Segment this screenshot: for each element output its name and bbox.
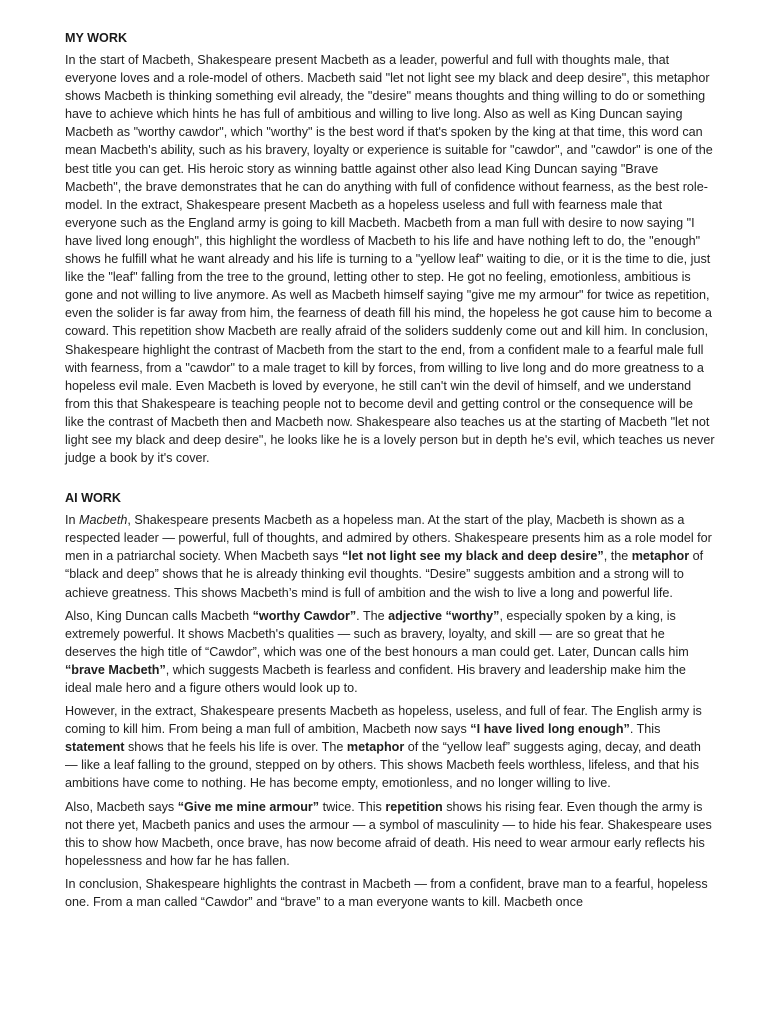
text-run: However, in the extract, Shakespeare presents Macbeth as hopeless, useless, and full of fear. The English army is coming to kill him. From being a man full of ambition, Macbeth now says — [65, 704, 702, 737]
ai-work-paragraph-1 — [65, 511, 715, 601]
bold-quote: “brave Macbeth” — [65, 662, 166, 677]
text-run: of “black and deep” shows that he is already thinking evil thoughts. “Desire” suggests ambition and a strong will to achieve greatness. This shows Macbeth’s mind is full of ambition and the wish to live a long and powerful life. — [65, 549, 704, 600]
text-run: , which suggests Macbeth is fearless and confident. His bravery and leadership make him the ideal male hero and a figure others would look up to. — [65, 662, 686, 695]
bold-term: statement — [65, 740, 125, 755]
ai-work-paragraph-3 — [65, 702, 715, 792]
text-run: of the “yellow leaf” suggests aging, decay, and death — like a leaf falling to the ground, stepped on by others. This shows Macbeth feels worthless, lifeless, and that his ambitions have come to nothing. He has become empty, emotionless, and no longer willing to live. — [65, 740, 701, 791]
text-run: Also, Macbeth says — [65, 799, 178, 814]
bold-quote: “I have lived long enough” — [470, 722, 630, 737]
text-run: , especially spoken by a king, is extremely powerful. It shows Macbeth's qualities — such as bravery, loyalty, and skill — are so great that he deserves the high title of “Cawdor”, which was one of the best honours a man could get. Later, Duncan calls him — [65, 608, 689, 659]
italic-title: Macbeth — [79, 513, 128, 528]
ai-work-heading: AI WORK — [65, 491, 121, 506]
bold-term: adjective “worthy” — [388, 608, 500, 623]
bold-term: metaphor — [631, 549, 690, 564]
my-work-paragraph: In the start of Macbeth, Shakespeare present Macbeth as a leader, powerful and full with thoughts male, that everyone loves and a role-model of others. Macbeth said "let not light see my black and deep desire", this metaphor shows Macbeth is thinking something evil already, the "desire" means thoughts and thing willing to do or something have to achieve which hints he has full of ambitious and willing to live long. Also as well as King Duncan saying Macbeth as "worthy cawdor", which "worthy" is the best word if that's spoken by the king at that time, this word can mean Macbeth's ability, such as his bravery, loyalty or experience is suitable for "cawdor", and "cawdor" is one of the best title you can get. His heroic story as winning battle against other also lead King Duncan saying "Brave Macbeth", the brave demonstrates that he can do anything with full of confidence without fearness, as the best role-model. In the extract, Shakespeare present Macbeth as a hopeless useless and full with fearness male that everyone such as the England army is going to kill Macbeth. Macbeth from a man full with desire to now saying "I have lived long enough", this highlight the wordless of Macbeth to his life and have nothing left to do, the "enough" shows he fulfill what he want already and his life is turning to a "yellow leaf" waiting to die, or it is the time to die, just like the "leaf" falling from the tree to the ground, letting other to step. He got no feeling, emotionless, ambitious is gone and not willing to live anymore. As well as Macbeth himself saying "give me my armour" for twice as repetition, even the solider is far away from him, the fearness of death fill his mind, the hopeless he got cause him to become a coward. This repetition show Macbeth are really afraid of the soliders suddenly come out and kill him. In conclusion, Shakespeare highlight the contrast of Macbeth from the start to the end, from a confident male to a fearful male full with fearness, from a "cawdor" to a male traget to kill by forces, from willing to live long and do more greatness to a hopeless evil male. Even Macbeth is loved by everyone, he still can't win the devil of himself, and we understand from this that Shakespeare is teaching people not to become devil and getting control or the consequence will be like the contrast of Macbeth then and Macbeth now. Shakespeare also teaches us at the starting of Macbeth "let not light see my black and deep desire", he looks like he is a lovely person but in depth he's evil, which teaches us never judge a book by it's cover. — [65, 53, 715, 466]
text-run: shows his rising fear. Even though the army is not there yet, Macbeth panics and uses the armour — a symbol of masculinity — to hide his fear. Shakespeare uses this to show how Macbeth, once brave, has now become afraid of death. His need to wear armour early reflects his hopelessness and how far he has fallen. — [65, 799, 712, 868]
text-run: shows that he feels his life is over. The — [124, 740, 347, 755]
text-run: . The — [356, 608, 389, 623]
text-run: twice. This — [319, 799, 386, 814]
text-run: , Shakespeare presents Macbeth as a hopeless man. At the start of the play, Macbeth is shown as a respected leader — powerful, full of thoughts, and admired by others. Shakespeare presents him as a role model for men in a patriarchal society. When Macbeth says — [65, 513, 712, 564]
bold-term: metaphor — [346, 740, 405, 755]
text-run: . This — [629, 722, 661, 737]
bold-term: repetition — [385, 799, 443, 814]
bold-quote: “worthy Cawdor” — [252, 608, 357, 623]
text-run: In conclusion, Shakespeare highlights the contrast in Macbeth — from a confident, brave man to a fearful, hopeless one. From a man called “Cawdor” and “brave” to a man everyone wants to kill. Macbeth once — [65, 876, 708, 910]
text-run: In — [65, 513, 80, 528]
ai-work-paragraph-2 — [65, 607, 715, 697]
text-run: , the — [603, 549, 632, 564]
ai-work-paragraph-5 — [65, 875, 715, 911]
section-gap — [65, 467, 715, 489]
text-run: Also, King Duncan calls Macbeth — [65, 608, 253, 623]
document-page — [65, 29, 715, 916]
ai-work-paragraph-4 — [65, 798, 715, 870]
bold-quote: “Give me mine armour” — [177, 799, 320, 814]
my-work-heading: MY WORK — [65, 31, 128, 45]
bold-quote: “let not light see my black and deep desire” — [341, 549, 604, 564]
